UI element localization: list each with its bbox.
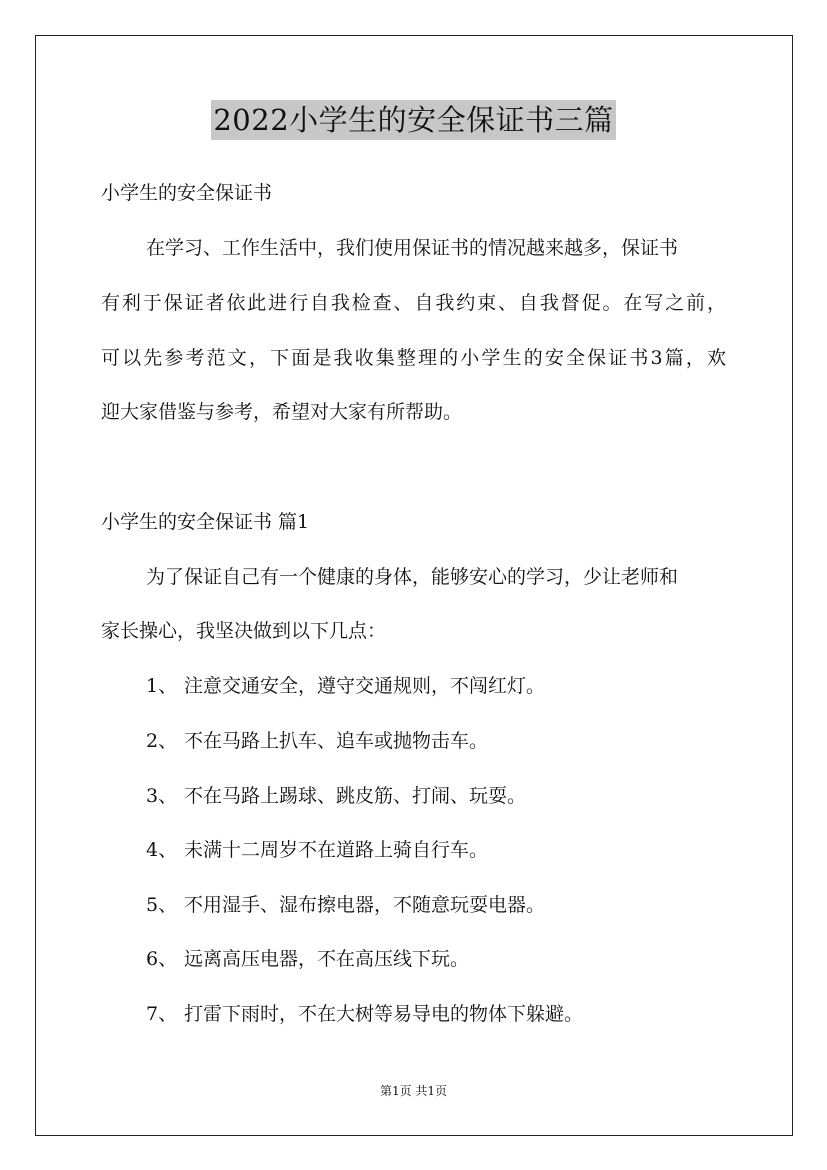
list-item xyxy=(146,1002,583,1026)
list-item-text: 不在马路上扒车、追车或抛物击车。 xyxy=(184,730,489,752)
list-item-number: 2、 xyxy=(146,730,178,752)
list-item-text: 不用湿手、湿布擦电器，不随意玩耍电器。 xyxy=(184,894,546,916)
list-item-text: 远离高压电器，不在高压线下玩。 xyxy=(184,948,470,970)
intro-line-2: 有利于保证者依此进行自我检查、自我约束、自我督促。在写之前， xyxy=(101,292,726,314)
list-item-number: 5、 xyxy=(146,894,178,916)
section1-line-2: 家长操心，我坚决做到以下几点： xyxy=(101,620,387,642)
list-item-number: 6、 xyxy=(146,948,178,970)
list-item xyxy=(146,729,488,753)
intro-heading: 小学生的安全保证书 xyxy=(101,182,273,204)
list-item-number: 7、 xyxy=(146,1003,178,1025)
list-item-text: 未满十二周岁不在道路上骑自行车。 xyxy=(184,839,489,861)
list-item-number: 3、 xyxy=(146,785,178,807)
intro-line-1: 在学习、工作生活中，我们使用保证书的情况越来越多，保证书 xyxy=(146,237,679,259)
list-item xyxy=(146,784,526,808)
list-item-text: 注意交通安全，遵守交通规则，不闯红灯。 xyxy=(184,675,546,697)
list-item xyxy=(146,838,488,862)
section1-heading: 小学生的安全保证书 篇1 xyxy=(101,511,310,533)
list-item-text: 不在马路上踢球、跳皮筋、打闹、玩耍。 xyxy=(184,785,527,807)
list-item xyxy=(146,674,545,698)
list-item xyxy=(146,947,469,971)
page-footer: 第1页 共1页 xyxy=(379,1084,448,1098)
intro-line-3: 可以先参考范文，下面是我收集整理的小学生的安全保证书3篇，欢 xyxy=(101,347,726,369)
list-item xyxy=(146,893,545,917)
list-item-text: 打雷下雨时，不在大树等易导电的物体下躲避。 xyxy=(184,1003,584,1025)
document-title: 2022小学生的安全保证书三篇 xyxy=(211,100,615,140)
list-item-number: 1、 xyxy=(146,675,178,697)
title-container xyxy=(0,100,827,140)
list-item-number: 4、 xyxy=(146,839,178,861)
section1-line-1: 为了保证自己有一个健康的身体，能够安心的学习，少让老师和 xyxy=(146,566,679,588)
intro-line-4: 迎大家借鉴与参考，希望对大家有所帮助。 xyxy=(101,401,463,423)
